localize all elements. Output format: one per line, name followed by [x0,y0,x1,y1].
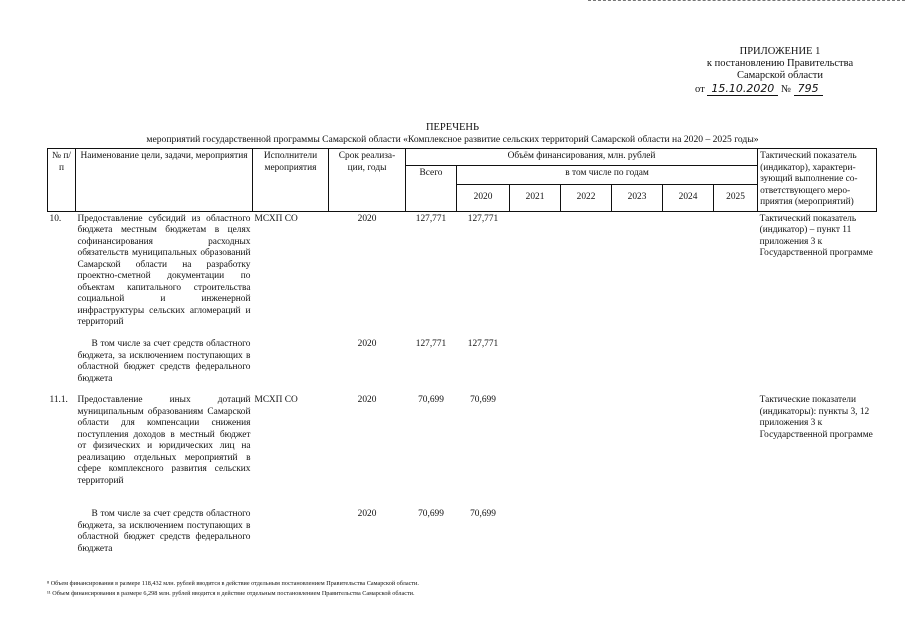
row-total: 70,699 [418,509,444,519]
row-period: 2020 [357,213,377,224]
appendix-header [680,46,880,82]
header-year-2020: 2020 [457,184,510,211]
row-total: 127,771 [415,213,447,224]
row-executor [253,507,329,559]
row-executor: МСХП СО [254,213,298,224]
header-funding: Объём финансирования, млн. рублей [406,149,758,166]
row-period: 2020 [357,339,377,349]
table-row [48,393,877,507]
header-by-year: в том числе по годам [457,165,758,184]
row-period: 2020 [357,395,377,405]
table-row [48,507,877,559]
row-total: 70,699 [418,395,444,405]
document-subtitle: мероприятий государственной программы Самарской области «Комплексное развитие сельских территорий Самарской области на 2020 – 2025 годы» [146,134,759,145]
appendix-line: к постановлению Правительства [706,58,854,69]
row-num [48,507,76,559]
appendix-line: ПРИЛОЖЕНИЕ 1 [739,46,821,57]
number-prefix: № [780,84,791,95]
header-year-2024: 2024 [663,184,714,211]
appendix-line: Самарской области [737,70,823,81]
date-prefix: от [695,84,705,95]
row-indicator: Тактический показатель (индикатор) – пункт 11 приложения 3 к Государственной программе [759,213,873,258]
header-year-2021: 2021 [510,184,561,211]
document-title: ПЕРЕЧЕНЬ [425,122,480,133]
header-executor: Исполнители мероприятия [253,149,329,212]
row-name: В том числе за счет средств областного бюджета, за исключением поступающих в областной бюджет средств федерального бюджета [77,339,251,384]
row-executor [253,337,329,393]
header-year-2023: 2023 [612,184,663,211]
row-name: В том числе за счет средств областного бюджета, за исключением поступающих в областной бюджет средств федерального бюджета [77,509,251,554]
header-year-2025: 2025 [714,184,758,211]
top-dashed-line [588,0,905,1]
header-name: Наименование цели, задачи, мероприятия [76,149,253,212]
row-num: 10. [49,213,62,224]
row-executor: МСХП СО [254,395,298,405]
footnote: ¹¹ Объем финансирования в размере 6,298 млн. рублей вводится в действие отдельным постановлением Правительства Самарской области. [47,590,415,597]
row-total: 127,771 [415,339,447,349]
row-indicator: Тактические показатели (индикаторы): пункты 3, 12 приложения 3 к Государственной программе [759,395,873,440]
row-2020: 127,771 [467,339,499,349]
approval-number: 795 [794,82,823,96]
approval-line [695,82,823,96]
row-num [48,337,76,393]
header-period: Срок реализа- ции, годы [329,149,406,212]
header-year-2022: 2022 [561,184,612,211]
row-name: Предоставление субсидий из областного бюджета местным бюджетам в целях софинансирования расходных обязательств муниципальных образований Самарской области на разработку проектно-сметной документации по объектам капитального строительства социальной и инженерной инфраструктуры сельских агломераций и территорий [77,213,251,327]
row-name: Предоставление иных дотаций муниципальным образованиям Самарской области для компенсации снижения поступления доходов в местный бюджет от физических и юридических лиц на реализацию отдельных мероприятий в сфере комплексного развития сельских территорий [77,395,251,486]
measures-table [47,148,877,559]
header-num: № п/п [48,149,76,212]
approval-date: 15.10.2020 [707,82,778,96]
row-2020: 70,699 [470,509,496,519]
table-row [48,211,877,337]
header-total: Всего [406,165,457,211]
row-indicator [758,507,877,559]
header-indicator: Тактический показатель (индикатор), характери- зующий выполнение со- ответствующего меро- приятия (мероприятий) [758,149,877,212]
row-2020: 70,699 [470,395,496,405]
row-period: 2020 [357,509,377,519]
row-num: 11.1. [49,395,68,405]
row-indicator [758,337,877,393]
table-row [48,337,877,393]
footnote: ⁸ Объем финансирования в размере 118,432 млн. рублей вводится в действие отдельным постановлением Правительства Самарской области. [47,580,419,587]
row-2020: 127,771 [467,213,499,224]
